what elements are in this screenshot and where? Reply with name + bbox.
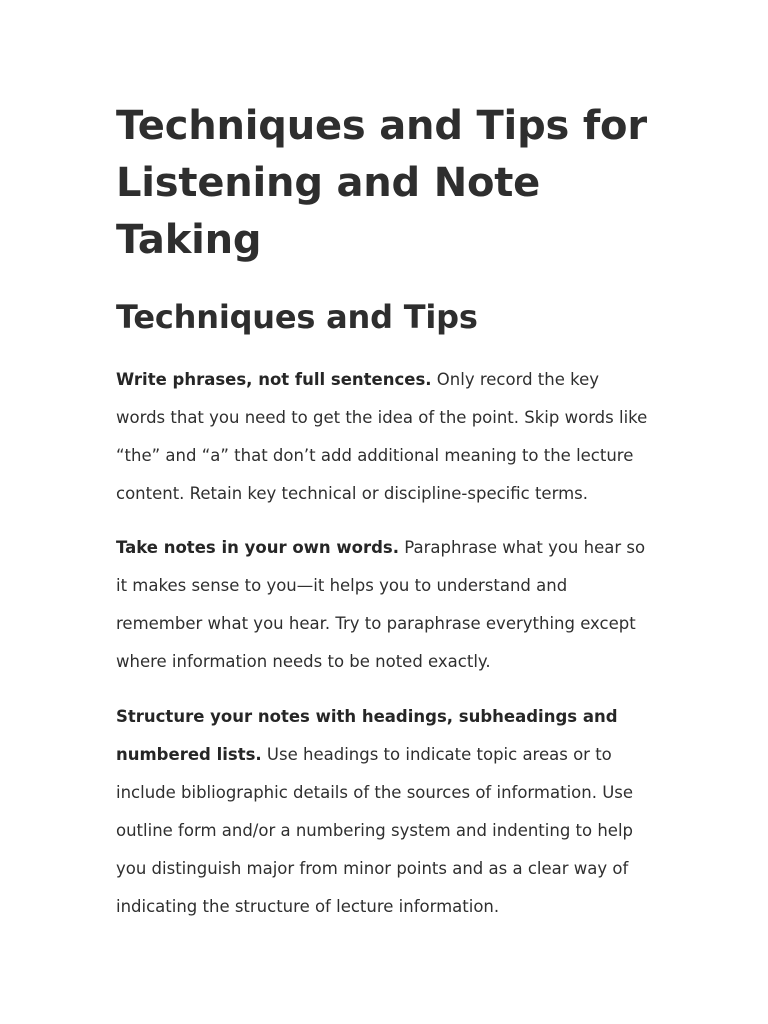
paragraph-write-phrases (116, 361, 650, 513)
paragraph-text: Paraphrase what you hear so it makes sense to you—it helps you to understand and remember what you hear. Try to paraphrase everything except where information needs to be noted exactly. (116, 538, 646, 671)
paragraph-structure-notes (116, 698, 650, 926)
page-title: Techniques and Tips for Listening and Note Taking (116, 103, 647, 263)
paragraph-own-words (116, 529, 650, 681)
paragraph-lead: Take notes in your own words. (116, 538, 400, 557)
paragraph-text: Only record the key words that you need to get the idea of the point. Skip words like “the” and “a” that don’t add additional meaning to the lecture content. Retain key technical or discipline-specific terms. (116, 370, 648, 503)
section-heading: Techniques and Tips (116, 298, 478, 336)
paragraph-lead: Write phrases, not full sentences. (116, 370, 432, 389)
paragraph-lead: Structure your notes with headings, subheadings and numbered lists. (116, 707, 618, 764)
paragraph-text: Use headings to indicate topic areas or to include bibliographic details of the sources of information. Use outline form and/or a numbering system and indenting to help you distinguish major from minor points and as a clear way of indicating the structure of lecture information. (116, 745, 634, 916)
